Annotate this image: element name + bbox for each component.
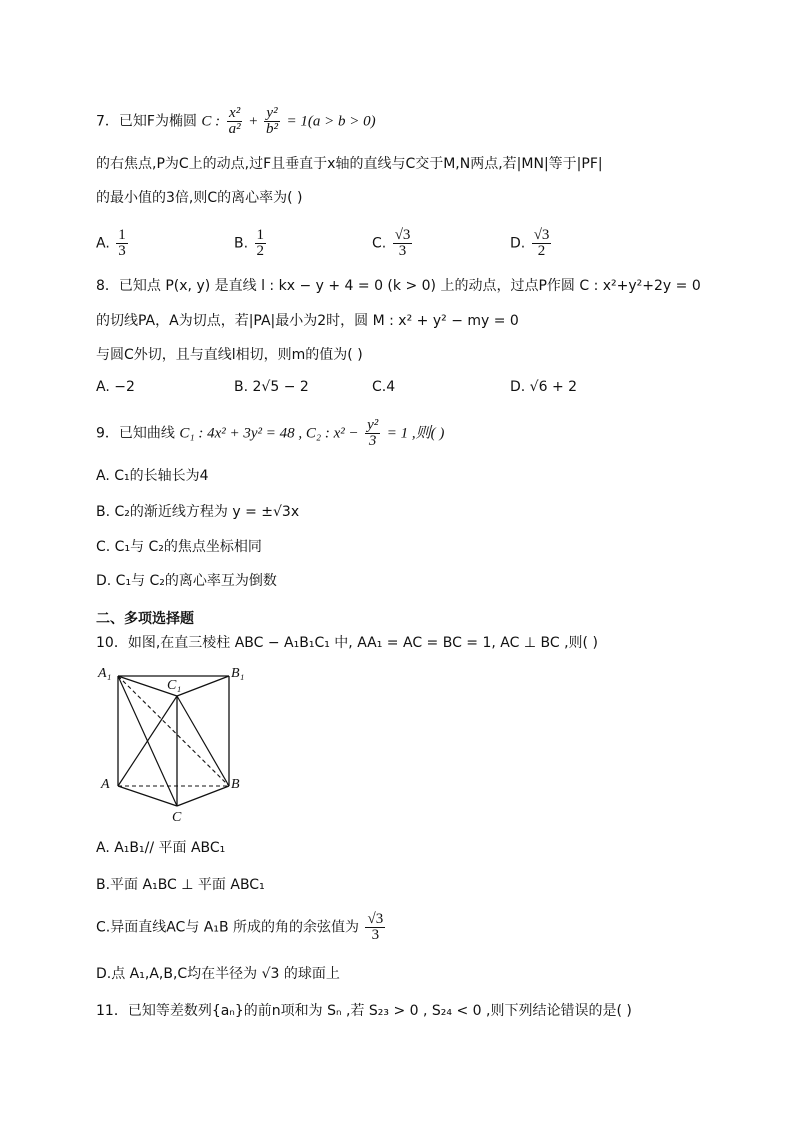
q7-option-c-frac <box>393 228 413 259</box>
q9-frac-num: y² <box>367 417 379 433</box>
q9-option-a[interactable]: A. C₁的长轴长为4 <box>96 468 209 484</box>
q7-option-c-label: C. <box>372 235 387 252</box>
diag-c1-b <box>177 696 229 786</box>
q10-option-d[interactable]: D.点 A₁,A,B,C均在半径为 √3 的球面上 <box>96 966 340 982</box>
edge-c1-b1 <box>177 676 229 696</box>
label-c1: C₁ <box>167 678 182 693</box>
q7-option-d-den: 2 <box>537 243 546 259</box>
q7-option-a-label: A. <box>96 235 110 252</box>
q7-frac-x <box>227 106 243 137</box>
q7-frac-x-den: a² <box>228 121 241 137</box>
q7-frac-x-num: x² <box>229 105 241 121</box>
section-title: 二、多项选择题 <box>96 611 194 627</box>
q7-option-c[interactable] <box>372 228 414 259</box>
q10-option-c-den: 3 <box>371 927 380 943</box>
label-a: A <box>101 777 110 792</box>
q10-option-c-num: √3 <box>367 911 384 927</box>
q7-line3: 的最小值的3倍,则C的离心率为( ) <box>96 190 303 206</box>
q7-option-c-den: 3 <box>398 243 407 259</box>
q7-plus: + <box>249 113 258 130</box>
q7-option-b[interactable] <box>234 228 268 259</box>
label-b1: B₁ <box>231 666 245 681</box>
q8-option-a[interactable]: A. −2 <box>96 379 135 395</box>
q9-frac <box>365 418 380 449</box>
q8-line3: 与圆C外切，且与直线l相切，则m的值为( ) <box>96 347 363 363</box>
q7-option-a-num: 1 <box>118 227 126 243</box>
q7-option-d-label: D. <box>510 235 526 252</box>
q7-option-d-num: √3 <box>533 227 550 243</box>
q7-ellipse-lhs: C : <box>201 113 221 130</box>
q7-option-c-num: √3 <box>394 227 411 243</box>
q7-option-b-label: B. <box>234 235 249 252</box>
q9-option-d[interactable]: D. C₁与 C₂的离心率互为倒数 <box>96 573 277 589</box>
q7-line2: 的右焦点,P为C上的动点,过F且垂直于x轴的直线与C交于M,N两点,若|MN|等于|PF| <box>96 156 603 172</box>
q7-option-b-num: 1 <box>256 227 265 243</box>
q10-option-b[interactable]: B.平面 A₁BC ⊥ 平面 ABC₁ <box>96 877 265 893</box>
q7-frac-y <box>264 106 280 137</box>
q7-prefix: 7．已知F为椭圆 <box>96 113 197 130</box>
q9-suffix: = 1 ,则( ) <box>386 425 445 442</box>
q7-option-a-den: 3 <box>118 243 126 259</box>
q9-frac-den: 3 <box>368 433 377 449</box>
edge-a-c <box>118 786 177 806</box>
diag-a-c1 <box>118 696 177 786</box>
q9-curves: C₁ : 4x² + 3y² = 48 , C₂ : x² − <box>179 425 359 442</box>
edge-c-b <box>177 786 229 806</box>
q8-line2: 的切线PA，A为切点，若|PA|最小为2时，圆 M : x² + y² − my = 0 <box>96 313 519 329</box>
label-b: B <box>231 777 240 792</box>
q7-frac-y-num: y² <box>266 105 278 121</box>
q7-option-b-frac <box>255 228 267 259</box>
q7-option-a[interactable] <box>96 228 130 259</box>
label-c: C <box>172 810 182 825</box>
q7-frac-y-den: b² <box>266 121 278 137</box>
q10-option-c-frac <box>365 912 385 943</box>
q9-option-c[interactable]: C. C₁与 C₂的焦点坐标相同 <box>96 539 262 555</box>
q8-option-c[interactable]: C.4 <box>372 379 396 395</box>
q10-option-c-text: C.异面直线AC与 A₁B 所成的角的余弦值为 <box>96 919 360 936</box>
q10-option-c[interactable] <box>96 912 387 943</box>
q7-option-d-frac <box>532 228 552 259</box>
q10-option-a[interactable]: A. A₁B₁// 平面 ABC₁ <box>96 840 226 856</box>
q7-option-d[interactable] <box>510 228 553 259</box>
q10-line1: 10．如图,在直三棱柱 ABC − A₁B₁C₁ 中, AA₁ = AC = BC = 1, AC ⊥ BC ,则( ) <box>96 635 598 651</box>
q7-option-b-den: 2 <box>256 243 265 259</box>
q8-option-d[interactable]: D. √6 + 2 <box>510 379 578 395</box>
label-a1: A₁ <box>98 666 112 681</box>
q9-prefix: 9．已知曲线 <box>96 425 175 442</box>
q7-ellipse-rhs: = 1(a > b > 0) <box>286 113 376 130</box>
q7-option-a-frac <box>116 228 128 259</box>
q8-option-b[interactable]: B. 2√5 − 2 <box>234 379 309 395</box>
q8-line1: 8．已知点 P(x, y) 是直线 l : kx − y + 4 = 0 (k > 0) 上的动点，过点P作圆 C : x²+y²+2y = 0 <box>96 278 701 294</box>
q7-stem <box>96 106 376 137</box>
q11-line1: 11．已知等差数列{aₙ}的前n项和为 Sₙ ,若 S₂₃ > 0 , S₂₄ < 0 ,则下列结论错误的是( ) <box>96 1003 632 1019</box>
q9-stem <box>96 418 444 449</box>
q9-option-b[interactable]: B. C₂的渐近线方程为 y = ±√3x <box>96 504 300 520</box>
q10-figure <box>96 660 256 830</box>
